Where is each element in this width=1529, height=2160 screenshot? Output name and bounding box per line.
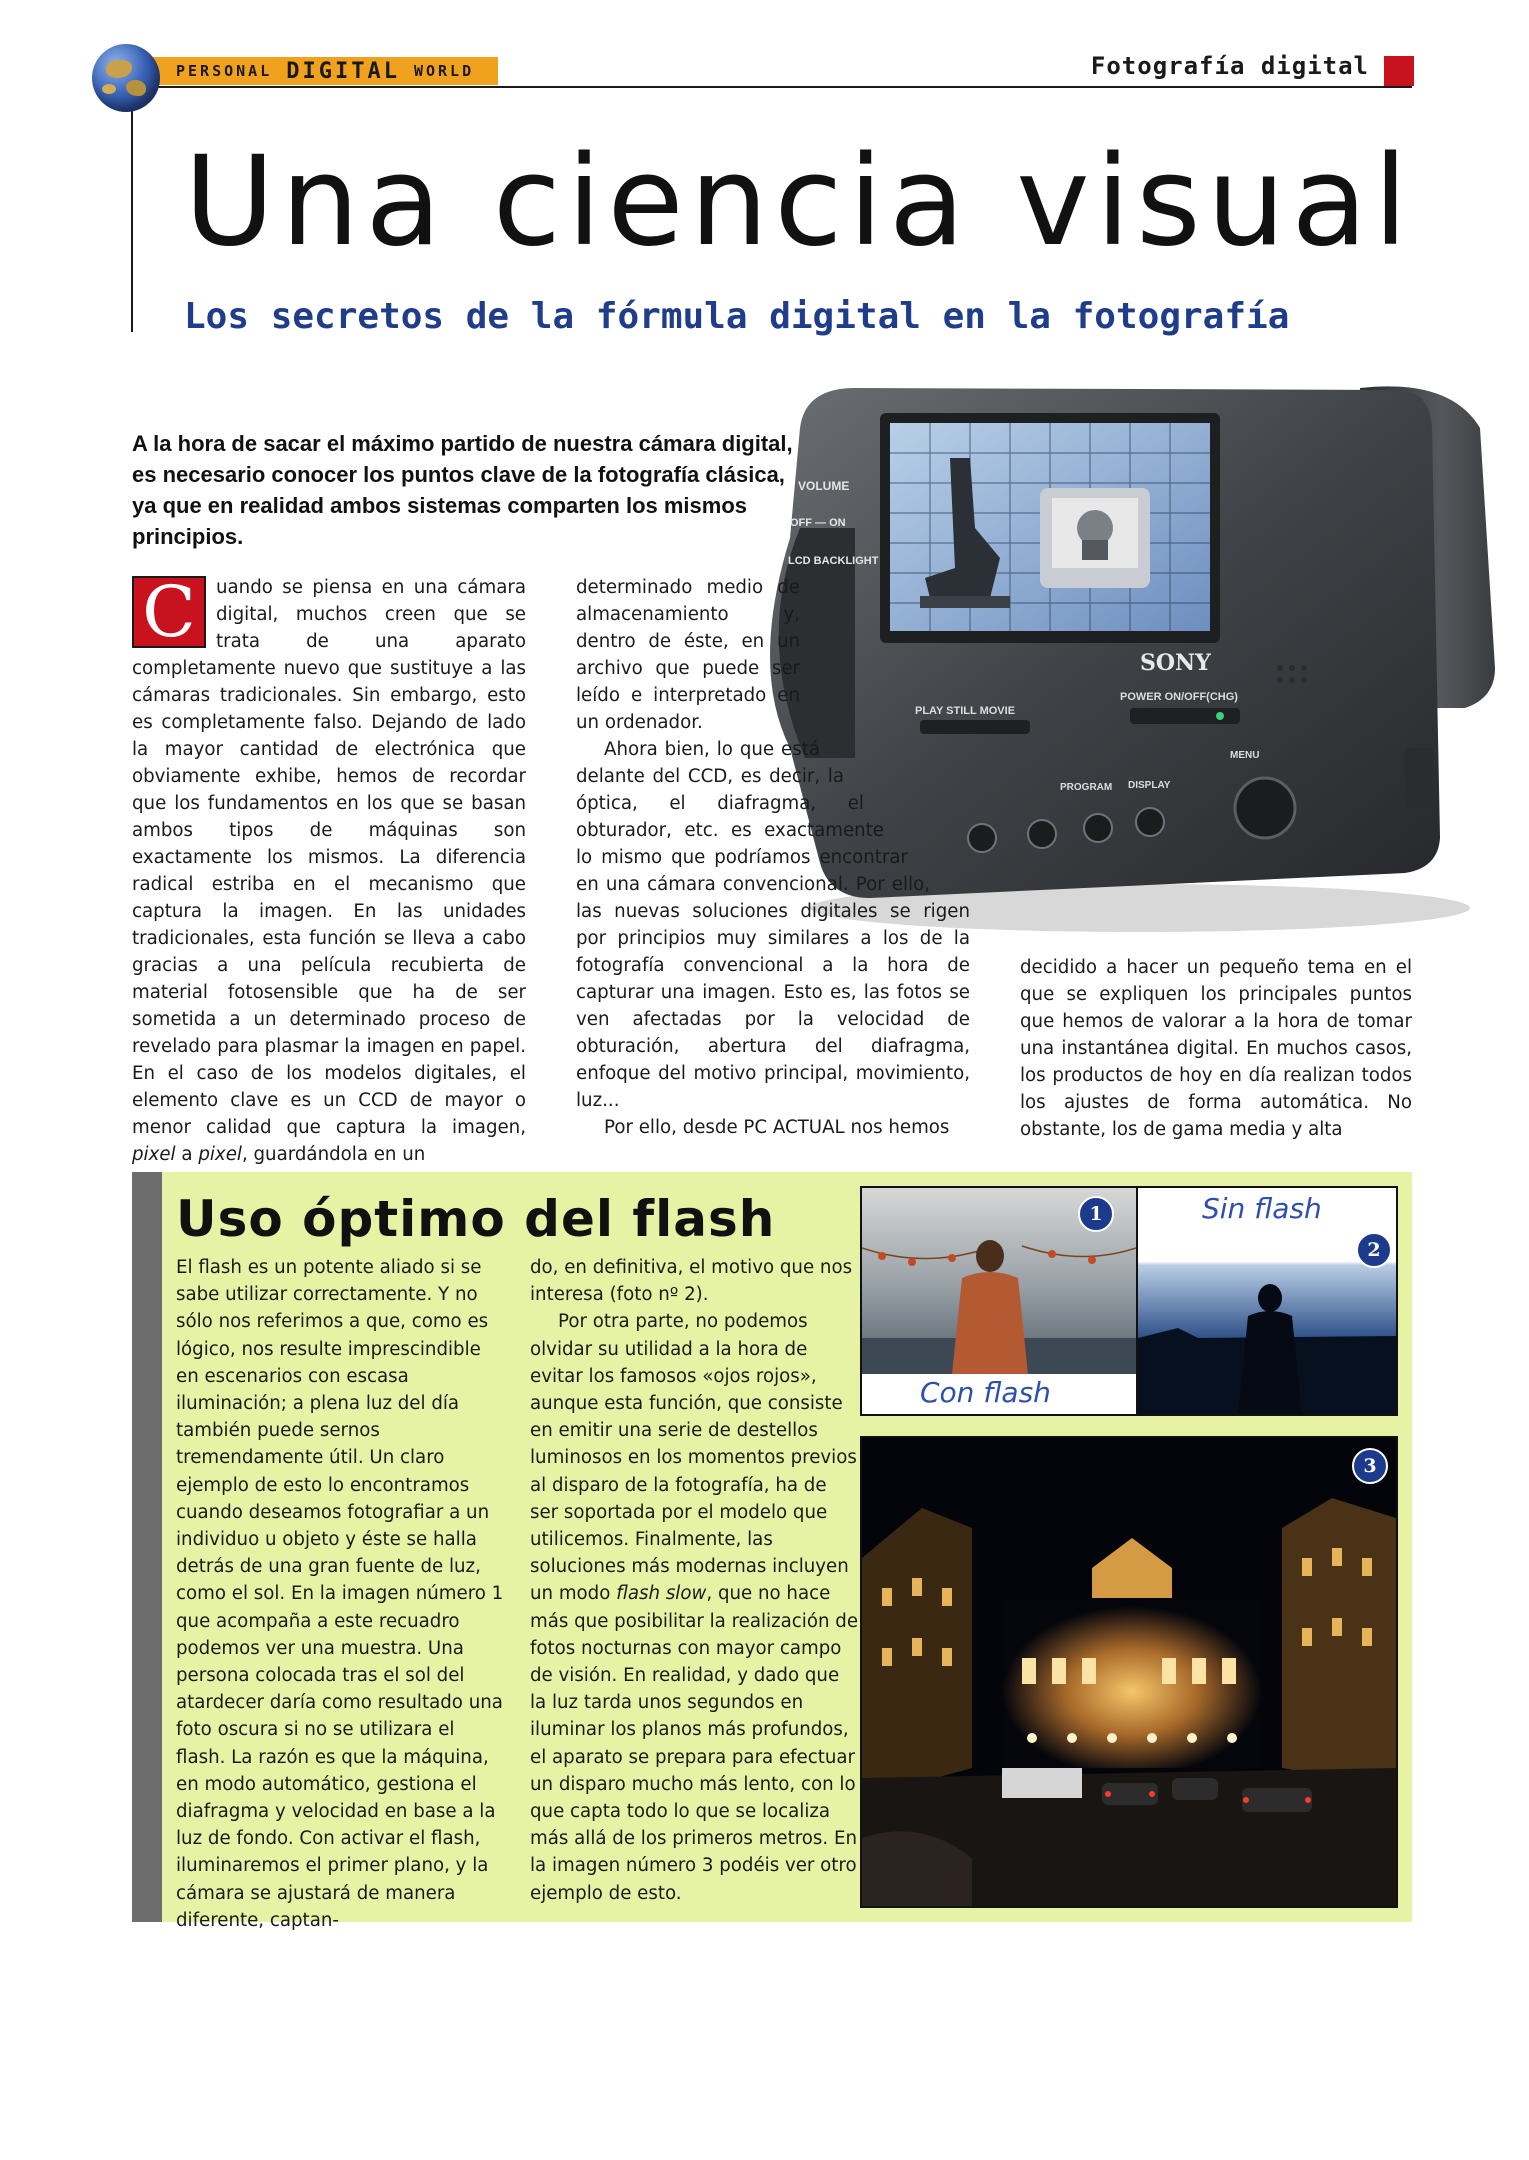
svg-text:VOLUME: VOLUME [798,479,850,493]
photo-night-square [860,1436,1398,1908]
flash-sidebar-title: Uso óptimo del flash [176,1190,776,1248]
column-2-paragraph-3: Por ello, desde PC ACTUAL nos hemos [604,1117,950,1138]
globe-logo-icon [92,44,160,112]
photo-night-square-image [862,1438,1396,1906]
svg-text:PROGRAM: PROGRAM [1060,782,1113,793]
flash-slow-italic: flash slow [616,1583,707,1605]
header-rule [132,86,1412,88]
brand-digital: DIGITAL [286,58,400,84]
page-title: Una ciencia visual [184,130,1414,274]
caption-sin-flash: Sin flash [1202,1192,1322,1225]
photo-badge-2: 2 [1356,1232,1392,1268]
svg-text:OFF — ON: OFF — ON [790,517,846,529]
page-subtitle: Los secretos de la fórmula digital en la fotografía [184,296,1290,337]
svg-text:DISPLAY: DISPLAY [1128,780,1171,791]
article-column-1 [132,571,526,1168]
article-column-2 [576,574,970,1141]
column-3-text: decidido a hacer un pequeño tema en el que se expliquen los principales puntos que hemos de valorar a la hora de tomar una instantánea digital. En muchos casos, los productos de hoy en día realizan todos los ajustes de forma automática. No obstante, los de gama media y alta [1020,957,1412,1140]
article-column-3 [1020,954,1412,1143]
flash-column-2-paragraph-2b: , que no hace más que posibilitar la realización de fotos nocturnas con mayor campo de visión. En realidad, y dado que la luz tarda unos segundos en iluminar los planos más profundos, el aparato se prepara para efectuar un disparo mucho más lento, con lo que capta todo lo que se localiza más allá de los primeros metros. En la imagen número 3 podéis ver otro ejemplo de esto. [530,1583,859,1904]
svg-text:MENU: MENU [1230,750,1260,761]
pixel-italic: pixel [198,1144,242,1165]
intro-lead: A la hora de sacar el máximo partido de nuestra cámara digital, es necesario conocer los puntos clave de la fotografía clásica, ya que en realidad ambos sistemas comparten los mismos principios. [132,431,793,549]
photo-con-flash [860,1186,1138,1416]
svg-text:SONY: SONY [1140,650,1211,676]
photo-sin-flash [1136,1186,1398,1416]
drop-cap: C [132,576,206,648]
photo-badge-1: 1 [1078,1196,1114,1232]
section-title: Fotografía digital [1090,52,1369,80]
brand-personal: PERSONAL [176,62,273,80]
pixel-italic: pixel [132,1144,176,1165]
caption-con-flash: Con flash [920,1376,1051,1409]
flash-column-2-paragraph-2a: Por otra parte, no podemos olvidar su utilidad a la hora de evitar los famosos «ojos rojos», aunque esta función, que consiste en emitir una serie de destellos luminosos en los momentos previos al disparo de la fotografía, ha de ser soportada por el modelo que utilicemos. Finalmente, las soluciones más modernas incluyen un modo [530,1311,857,1605]
brand-bar [132,57,498,85]
title-vertical-rule [131,110,133,332]
flash-column-1 [176,1254,506,1934]
svg-text:POWER ON/OFF(CHG): POWER ON/OFF(CHG) [1120,691,1238,703]
column-2-paragraph-2: Ahora bien, lo que está delante del CCD, es decir, la óptica, el diafragma, el obturador, etc. es exactamente lo mismo que podríamos encontrar en una cámara convencional. Por ello, las nuevas soluciones digitales se rigen por principios muy similares a los de la fotografía convencional a la hora de capturar una imagen. Esto es, las fotos se ven afectadas por la velocidad de obturación, abertura del diafragma, enfoque del motivo principal, movimiento, luz... [576,739,970,1111]
photo-badge-3: 3 [1352,1448,1388,1484]
column-1-connector: a [175,1144,199,1165]
section-marker [1384,56,1414,86]
column-1-ending: , guardándola en un [241,1144,426,1165]
svg-text:PLAY STILL MOVIE: PLAY STILL MOVIE [915,705,1016,717]
column-2-paragraph-1: determinado medio de almacenamiento y, dentro de éste, en un archivo que puede ser leído e interpretado en un ordenador. [576,577,800,733]
flash-sidebar-bar [132,1172,162,1922]
flash-column-2-paragraph-1: do, en definitiva, el motivo que nos interesa (foto nº 2). [530,1257,853,1306]
svg-text:LCD BACKLIGHT: LCD BACKLIGHT [788,555,879,567]
flash-column-1-text: El flash es un potente aliado si se sabe utilizar correctamente. Y no sólo nos referimos a que, como es lógico, nos resulte imprescindible en escenarios con escasa iluminación; a plena luz del día también puede sernos tremendamente útil. Un claro ejemplo de esto lo encontramos cuando deseamos fotografiar a un individuo u objeto y éste se halla detrás de una gran fuente de luz, como el sol. En la imagen número 1 que acompaña a este recuadro podemos ver una muestra. Una persona colocada tras el sol del atardecer daría como resultado una foto oscura si no se utilizara el flash. La razón es que la máquina, en modo automático, gestiona el diafragma y velocidad en base a la luz de fondo. Con activar el flash, iluminaremos el primer plano, y la cámara se ajustará de manera diferente, captan- [176,1257,504,1931]
column-1-text: uando se piensa en una cámara digital, muchos creen que se trata de una aparato completamente nuevo que sustituye a las cámaras tradicionales. Sin embargo, esto es completamente falso. Dejando de lado la mayor cantidad de electrónica que obviamente exhibe, hemos de recordar que los fundamentos en los que se basan ambos tipos de máquinas son exactamente los mismos. La diferencia radical estriba en el mecanismo que captura la imagen. En las unidades tradicionales, esta función se lleva a cabo gracias a una película recubierta de material fotosensible que ha de ser sometida a un determinado proceso de revelado para plasmar la imagen en papel. En el caso de los modelos digitales, el elemento clave es un CCD de mayor o menor calidad que captura la imagen, [132,577,526,1138]
flash-column-2 [530,1254,860,1907]
brand-world: WORLD [413,62,475,80]
